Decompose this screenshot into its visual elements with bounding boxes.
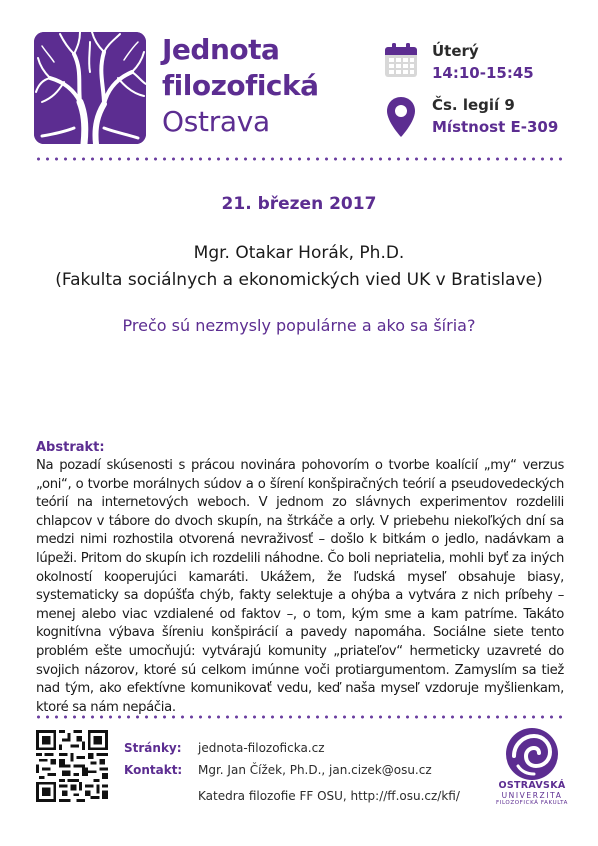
- speaker-block: [0, 240, 598, 294]
- speaker-affiliation: (Fakulta sociálnych a ekonomických vied UK v Bratislave): [55, 270, 543, 290]
- location-info: [432, 94, 558, 138]
- abstract-label: Abstrakt:: [36, 440, 105, 455]
- speaker-name: Mgr. Otakar Horák, Ph.D.: [193, 243, 405, 263]
- university-name: [486, 780, 578, 806]
- calendar-icon: [384, 42, 418, 78]
- event-address: Čs. legií 9: [432, 96, 515, 114]
- web-link[interactable]: jednota-filozoficka.cz: [198, 741, 325, 755]
- organization-title: [162, 32, 362, 140]
- event-day: Úterý: [432, 42, 479, 60]
- dotted-divider-bottom: [34, 715, 566, 719]
- title-line-2: filozofická: [162, 69, 319, 102]
- department-value[interactable]: Katedra filozofie FF OSU, http://ff.osu.cz/kfi/: [198, 789, 460, 803]
- contact-value[interactable]: Mgr. Jan Čížek, Ph.D., jan.cizek@osu.cz: [198, 763, 432, 777]
- university-line-2: UNIVERZITA: [501, 791, 563, 800]
- contact-label: Kontakt:: [124, 763, 183, 777]
- date-time-info: [432, 40, 534, 84]
- abstract-text: Na pozadí skúsenosti s prácou novinára pohovorím o tvorbe koalícií „my“ verzus „oni“, o tvorbe morálnych súdov a o šírení konšpiračných teórií a pseudovedeckých teórií na internetových weboch. V jednom zo slávnych experimentov rozdelili chlapcov v tábore do dvoch skupín, na štrkáče a orly. V priebehu niekoľkých dní sa medzi nimi rozhostila otvorená nevraživosť – došlo k bitkám o jedlo, nadávkam a lúpeži. Pritom do skupín ich rozdelili náhodne. Čo boli nepriatelia, mohli byť za iných okolností kooperujúci kamaráti. Ukážem, že ľudská myseľ obsahuje biasy, systematicky sa dopúšťa chýb, fakty selektuje a ohýba a vytvára z nich príbehy – menej alebo viac vzdialené od faktov –, o tom, kým sme a kam patríme. Takáto kognitívna výbava šíreniu konšpirácií a pavedy napomáha. Sociálne siete tento problém ešte umocňujú: vytvárajú komunity „priateľov“ hermeticky uzavreté do svojich názorov, ktoré sú celkom imúnne voči protiargumentom. Zamyslím sa tiež nad tým, ako efektívne komunikovať vedu, keď naša myseľ vzdoruje myšlienkam, ktoré sa nám nepáčia.: [36, 458, 564, 715]
- footer-labels: [124, 737, 182, 781]
- web-label: Stránky:: [124, 741, 182, 755]
- location-pin-icon: [386, 96, 416, 138]
- event-date: 21. březen 2017: [221, 194, 377, 214]
- university-line-1: OSTRAVSKÁ: [498, 780, 566, 791]
- event-room: Místnost E-309: [432, 118, 559, 136]
- qr-code[interactable]: [36, 730, 108, 802]
- dotted-divider-top: [34, 157, 566, 161]
- footer-values: [198, 737, 460, 807]
- title-line-1: Jednota: [162, 33, 280, 66]
- event-time: 14:10-15:45: [432, 64, 534, 82]
- tree-logo-icon: [34, 32, 146, 144]
- lecture-topic: Prečo sú nezmysly populárne a ako sa šíria?: [122, 316, 476, 335]
- university-line-3: FILOZOFICKÁ FAKULTA: [495, 800, 569, 806]
- university-logo-icon: [504, 726, 560, 782]
- title-line-3: Ostrava: [162, 105, 270, 138]
